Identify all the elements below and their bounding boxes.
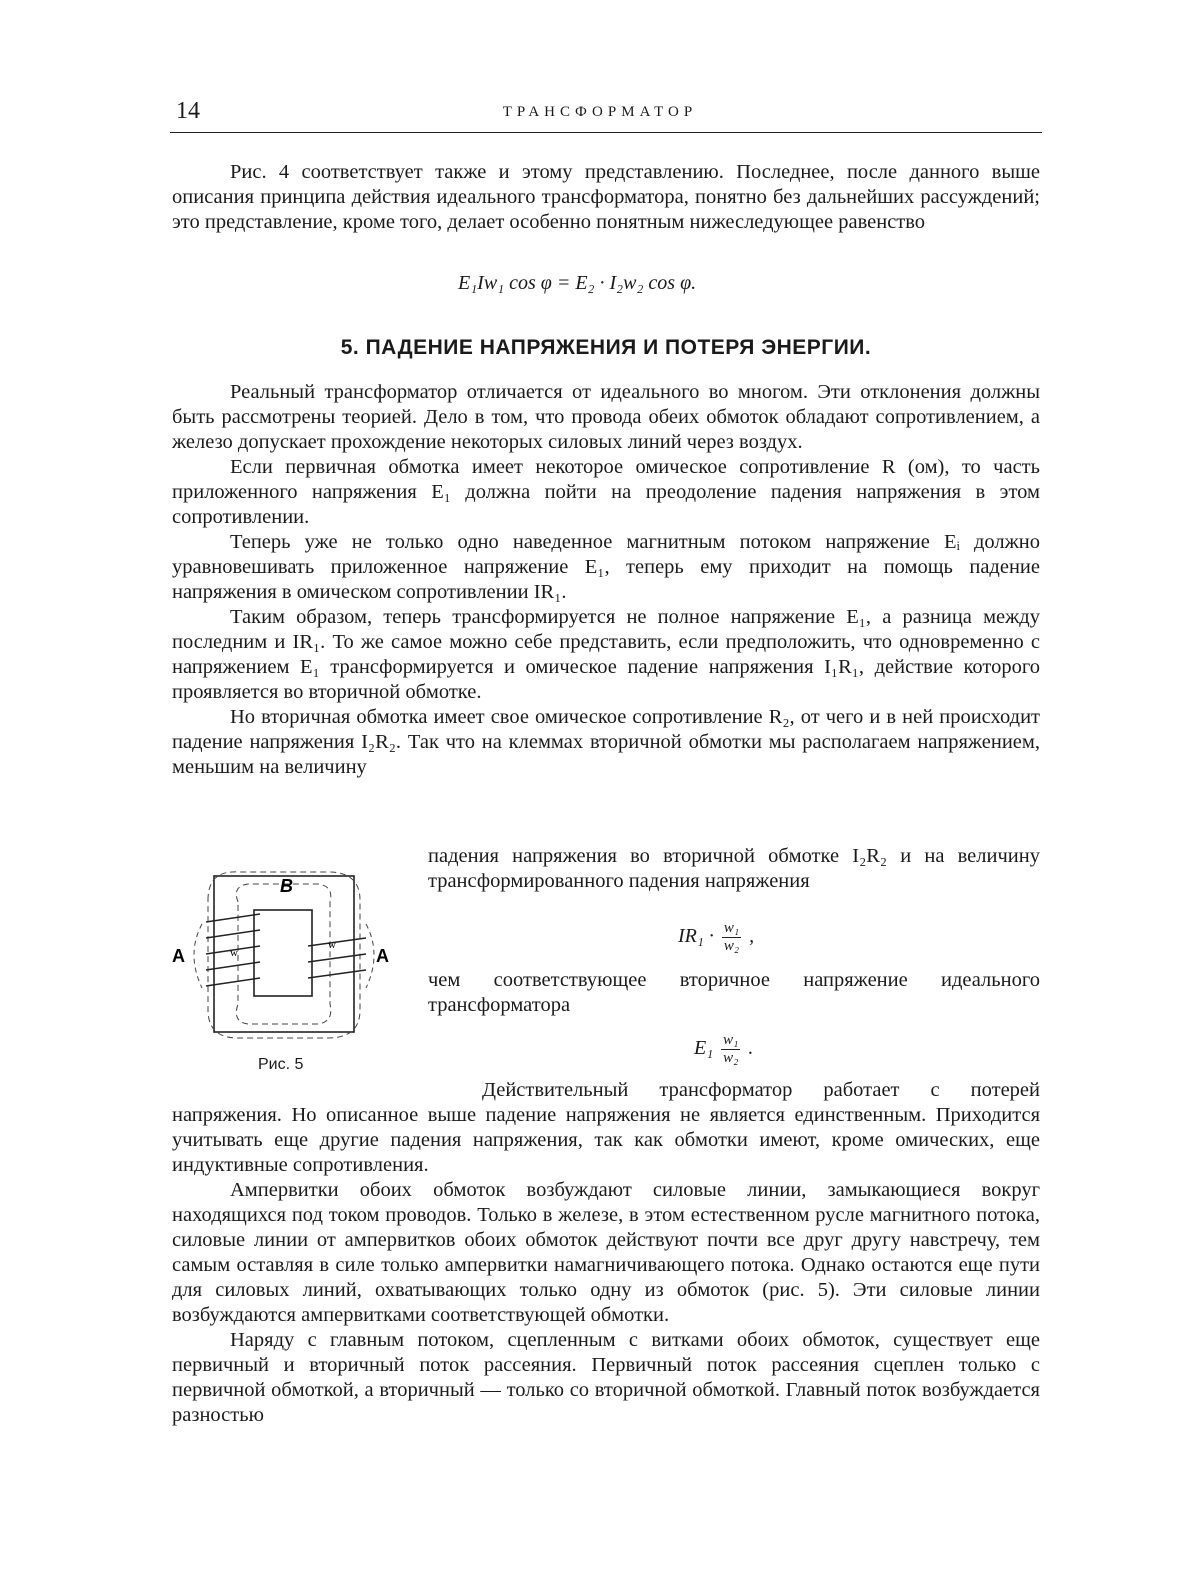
paragraph-9: Наряду с главным потоком, сцепленным с витками обоих обмоток, существует еще первичный и вторичный поток рассеяния. Первичный поток рассеяния сцеплен только с первичной обмоткой, а вторичный — только со вторичной обмоткой. Главный поток возбуждается разностью — [172, 1329, 1040, 1426]
formula-2-denominator: w₂ — [723, 938, 740, 954]
primary-leakage-flux — [194, 924, 202, 988]
paragraph-5-continued-block — [428, 844, 1040, 894]
intro-block — [172, 160, 1040, 235]
label-a-left: A — [172, 946, 185, 966]
paragraph-8: Ампервитки обоих обмоток возбуждают силовые линии, замыкающиеся вокруг находящихся под током проводов. Только в железе, в этом естественном русле магнитного потока, силовые линии от ампервитков обоих обмоток действуют почти все друг другу навстречу, тем самым оставляя в силе только ампервитки намагничивающего потока. Однако остаются еще пути для силовых линий, охватывающих только одну из обмоток (рис. 5). Эти силовые линии возбуждаются ампервитками соответствующей обмотки. — [172, 1179, 1040, 1326]
formula-3-numerator: w₁ — [723, 1032, 739, 1048]
label-w-left: w — [230, 947, 238, 959]
formula-2-fraction — [722, 920, 741, 955]
intro-paragraph: Рис. 4 соответствует также и этому представлению. Последнее, после данного выше описания принципа действия идеального трансформатора, понятно без дальнейших рассуждений; это представление, кроме того, делает особенно понятным нижеследующее равенство — [172, 161, 1040, 233]
running-title: ТРАНСФОРМАТОР — [502, 104, 698, 120]
formula-3-main: E₁ — [694, 1037, 714, 1060]
paragraph-3: Теперь уже не только одно наведенное магнитным потоком напряжение Eᵢ должно уравновешивать приложенное напряжение E₁, теперь ему приходит на помощь падение напряжения в омическом сопротивлении IR₁. — [172, 531, 1040, 603]
paragraph-5-continued: падения напряжения во вторичной обмотке I₂R₂ и на величину трансформированного падения напряжения — [428, 845, 1040, 892]
label-a-right: A — [376, 946, 389, 966]
figure-caption: Рис. 5 — [258, 1056, 304, 1073]
figure-5-transformer-diagram — [168, 864, 418, 1064]
paragraph-6: чем соответствующее вторичное напряжение идеального трансформатора — [428, 969, 1040, 1016]
paragraph-6-block — [428, 968, 1040, 1018]
body-block-top — [172, 380, 1040, 780]
header-rule — [170, 132, 1042, 133]
inner-flux-path — [236, 884, 330, 1024]
paragraph-1: Реальный трансформатор отличается от идеального во многом. Эти отклонения должны быть рассмотрены теорией. Дело в том, что провода обеих обмоток обладают сопротивлением, а железо допускает прохождение некоторых силовых линий через воздух. — [172, 381, 1040, 453]
formula-3 — [694, 1032, 753, 1067]
label-b: B — [280, 876, 293, 896]
formula-3-denominator: w₂ — [723, 1050, 739, 1066]
paragraph-7: Действительный трансформатор работает с потерей напряжения. Но описанное выше падение напряжения не является единственным. Приходится учитывать еще другие падения напряжения, так как обмотки имеют, кроме омических, еще индуктивные сопротивления. — [172, 1079, 1040, 1176]
formula-2-tail: , — [749, 925, 755, 948]
formula-2-main: IR₁ · — [678, 925, 714, 948]
equation-1: E₁Iw₁ cos φ = E₂ · I₂w₂ cos φ. — [458, 272, 697, 294]
paragraph-2: Если первичная обмотка имеет некоторое омическое сопротивление R (ом), то часть приложенного напряжения E₁ должна пойти на преодоление падения напряжения в этом сопротивлении. — [172, 456, 1040, 528]
paragraph-4: Таким образом, теперь трансформируется не полное напряжение E₁, а разница между последним и IR₁. То же самое можно себе представить, если предположить, что одновременно с напряжением E₁ трансформируется и омическое падение напряжения I₁R₁, действие которого проявляется во вторичной обмотке. — [172, 606, 1040, 703]
secondary-leakage-flux — [366, 924, 374, 988]
label-w-right: w — [328, 939, 336, 951]
formula-2-numerator: w₁ — [723, 920, 740, 936]
formula-3-tail: . — [748, 1037, 754, 1060]
core-window — [254, 910, 312, 996]
paragraph-5: Но вторичная обмотка имеет свое омическое сопротивление R₂, от чего и в ней происходит падение напряжения I₂R₂. Так что на клеммах вторичной обмотки мы располагаем напряжением, меньшим на величину — [172, 706, 1040, 778]
formula-3-fraction — [721, 1032, 740, 1067]
page-number: 14 — [176, 98, 200, 124]
secondary-winding — [308, 938, 366, 978]
body-block-bottom — [172, 1078, 1040, 1428]
formula-2 — [678, 920, 754, 955]
section-heading: 5. ПАДЕНИЕ НАПРЯЖЕНИЯ И ПОТЕРЯ ЭНЕРГИИ. — [340, 336, 872, 359]
